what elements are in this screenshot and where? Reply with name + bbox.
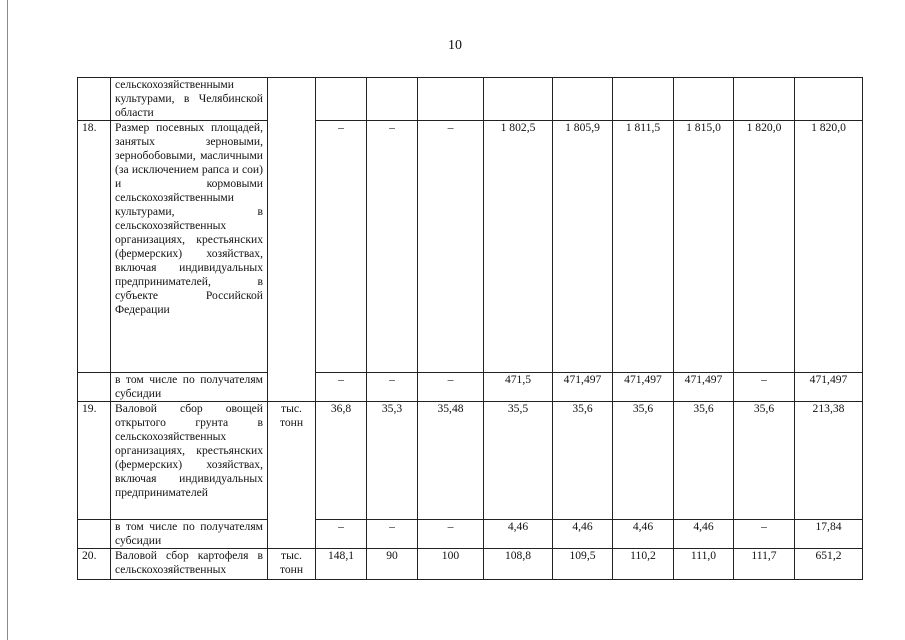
value-cell: – [418,373,484,402]
margin-rule [7,0,8,640]
value-cell: 471,497 [553,373,613,402]
unit-cell: тыс. тонн [268,402,316,549]
indicator-text: в том числе по получателям субсидии [111,373,268,402]
value-cell: 35,6 [613,402,674,520]
value-cell: 148,1 [316,549,367,580]
value-cell: 1 805,9 [553,121,613,373]
value-cell: 4,46 [674,520,734,549]
value-cell: 471,497 [613,373,674,402]
indicator-text: в том числе по получателям субсидии [111,520,268,549]
indicators-table [77,77,863,580]
table-row [78,402,863,520]
value-cell: 651,2 [795,549,863,580]
value-cell: – [316,121,367,373]
value-cell: 35,6 [734,402,795,520]
value-cell: – [367,520,418,549]
value-cell: – [316,373,367,402]
value-cell: 1 820,0 [734,121,795,373]
value-cell: 110,2 [613,549,674,580]
value-cell: 100 [418,549,484,580]
value-cell [316,78,367,121]
value-cell [367,78,418,121]
value-cell: 4,46 [553,520,613,549]
unit-cell: тыс. тонн [268,549,316,580]
table-row [78,78,863,121]
row-number [78,373,111,402]
value-cell: 4,46 [484,520,553,549]
row-number: 19. [78,402,111,520]
value-cell: 36,8 [316,402,367,520]
value-cell [613,78,674,121]
row-number: 18. [78,121,111,373]
value-cell: 35,6 [674,402,734,520]
table-row [78,520,863,549]
value-cell: 90 [367,549,418,580]
table-row [78,121,863,373]
value-cell [553,78,613,121]
value-cell: 17,84 [795,520,863,549]
value-cell: 111,0 [674,549,734,580]
value-cell: 108,8 [484,549,553,580]
indicator-text: сельскохозяйственными культурами, в Челябинской области [111,78,268,121]
value-cell: 471,497 [674,373,734,402]
value-cell: 1 811,5 [613,121,674,373]
value-cell: 1 815,0 [674,121,734,373]
value-cell: – [316,520,367,549]
indicator-text: Валовой сбор картофеля в сельскохозяйственных [111,549,268,580]
value-cell: 35,3 [367,402,418,520]
value-cell: 471,497 [795,373,863,402]
value-cell: 111,7 [734,549,795,580]
value-cell: – [418,520,484,549]
table-row [78,549,863,580]
row-number [78,520,111,549]
indicator-text: Размер посевных площадей, занятых зерновыми, зернобобовыми, масличными (за исключением рапса и сои) и кормовыми сельскохозяйственными культурами, в сельскохозяйственных организациях, крестьянских (фермерских) хозяйствах, включая индивидуальных предпринимателей, в субъекте Российской Федерации [111,121,268,373]
value-cell: – [418,121,484,373]
value-cell [795,78,863,121]
row-number [78,78,111,121]
row-number: 20. [78,549,111,580]
value-cell: 1 820,0 [795,121,863,373]
indicator-text: Валовой сбор овощей открытого грунта в сельскохозяйственных организациях, крестьянских (фермерских) хозяйствах, включая индивидуальных предпринимателей [111,402,268,520]
value-cell [734,78,795,121]
value-cell: – [367,121,418,373]
unit-cell [268,78,316,402]
value-cell: 35,5 [484,402,553,520]
page-number: 10 [448,38,462,53]
value-cell: 4,46 [613,520,674,549]
value-cell: – [734,520,795,549]
table-row [78,373,863,402]
value-cell: 109,5 [553,549,613,580]
value-cell: – [734,373,795,402]
value-cell: 35,48 [418,402,484,520]
value-cell [674,78,734,121]
value-cell [484,78,553,121]
value-cell: 471,5 [484,373,553,402]
value-cell [418,78,484,121]
value-cell: 35,6 [553,402,613,520]
value-cell: 1 802,5 [484,121,553,373]
value-cell: 213,38 [795,402,863,520]
value-cell: – [367,373,418,402]
